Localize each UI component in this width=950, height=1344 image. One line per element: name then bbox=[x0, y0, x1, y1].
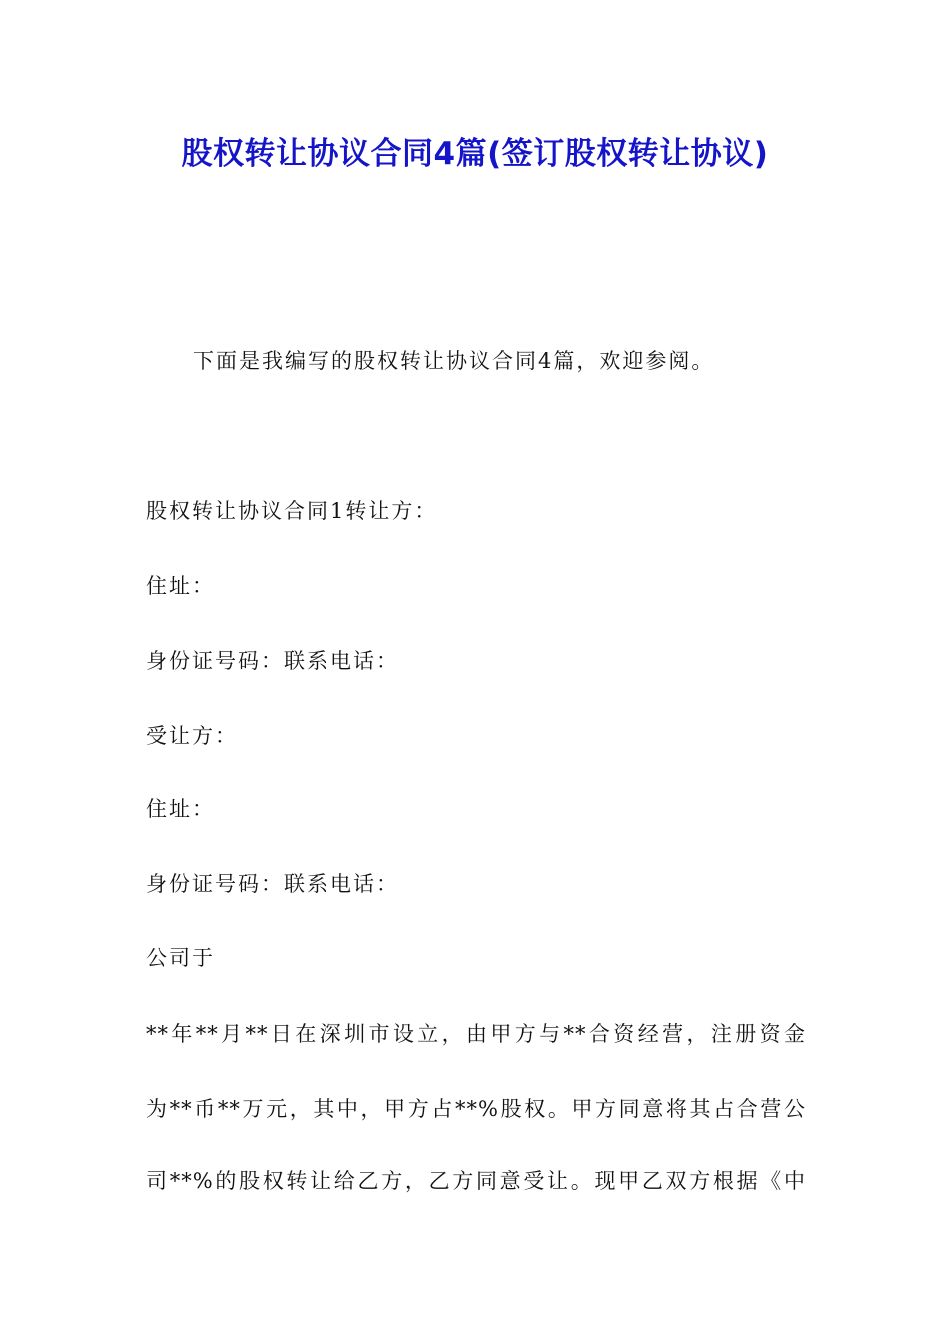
intro-paragraph: 下面是我编写的股权转让协议合同4篇，欢迎参阅。 bbox=[193, 349, 715, 373]
document-title: 股权转让协议合同4篇(签订股权转让协议) bbox=[181, 136, 769, 172]
transferee-id-phone-line: 身份证号码：联系电话： bbox=[146, 872, 399, 896]
paragraph-line-1: **年**月**日在深圳市设立，由甲方与**合资经营，注册资金 bbox=[146, 1022, 806, 1046]
transferor-id-phone-line: 身份证号码：联系电话： bbox=[146, 649, 399, 673]
contract-heading-line: 股权转让协议合同1转让方： bbox=[146, 499, 438, 523]
paragraph-line-2: 为**币**万元，其中，甲方占**%股权。甲方同意将其占合营公 bbox=[146, 1097, 806, 1121]
company-line: 公司于 bbox=[146, 946, 215, 970]
transferor-address-line: 住址： bbox=[146, 574, 215, 598]
transferee-line: 受让方： bbox=[146, 724, 238, 748]
transferee-address-line: 住址： bbox=[146, 797, 215, 821]
paragraph-line-3: 司**%的股权转让给乙方，乙方同意受让。现甲乙双方根据《中 bbox=[146, 1169, 806, 1193]
